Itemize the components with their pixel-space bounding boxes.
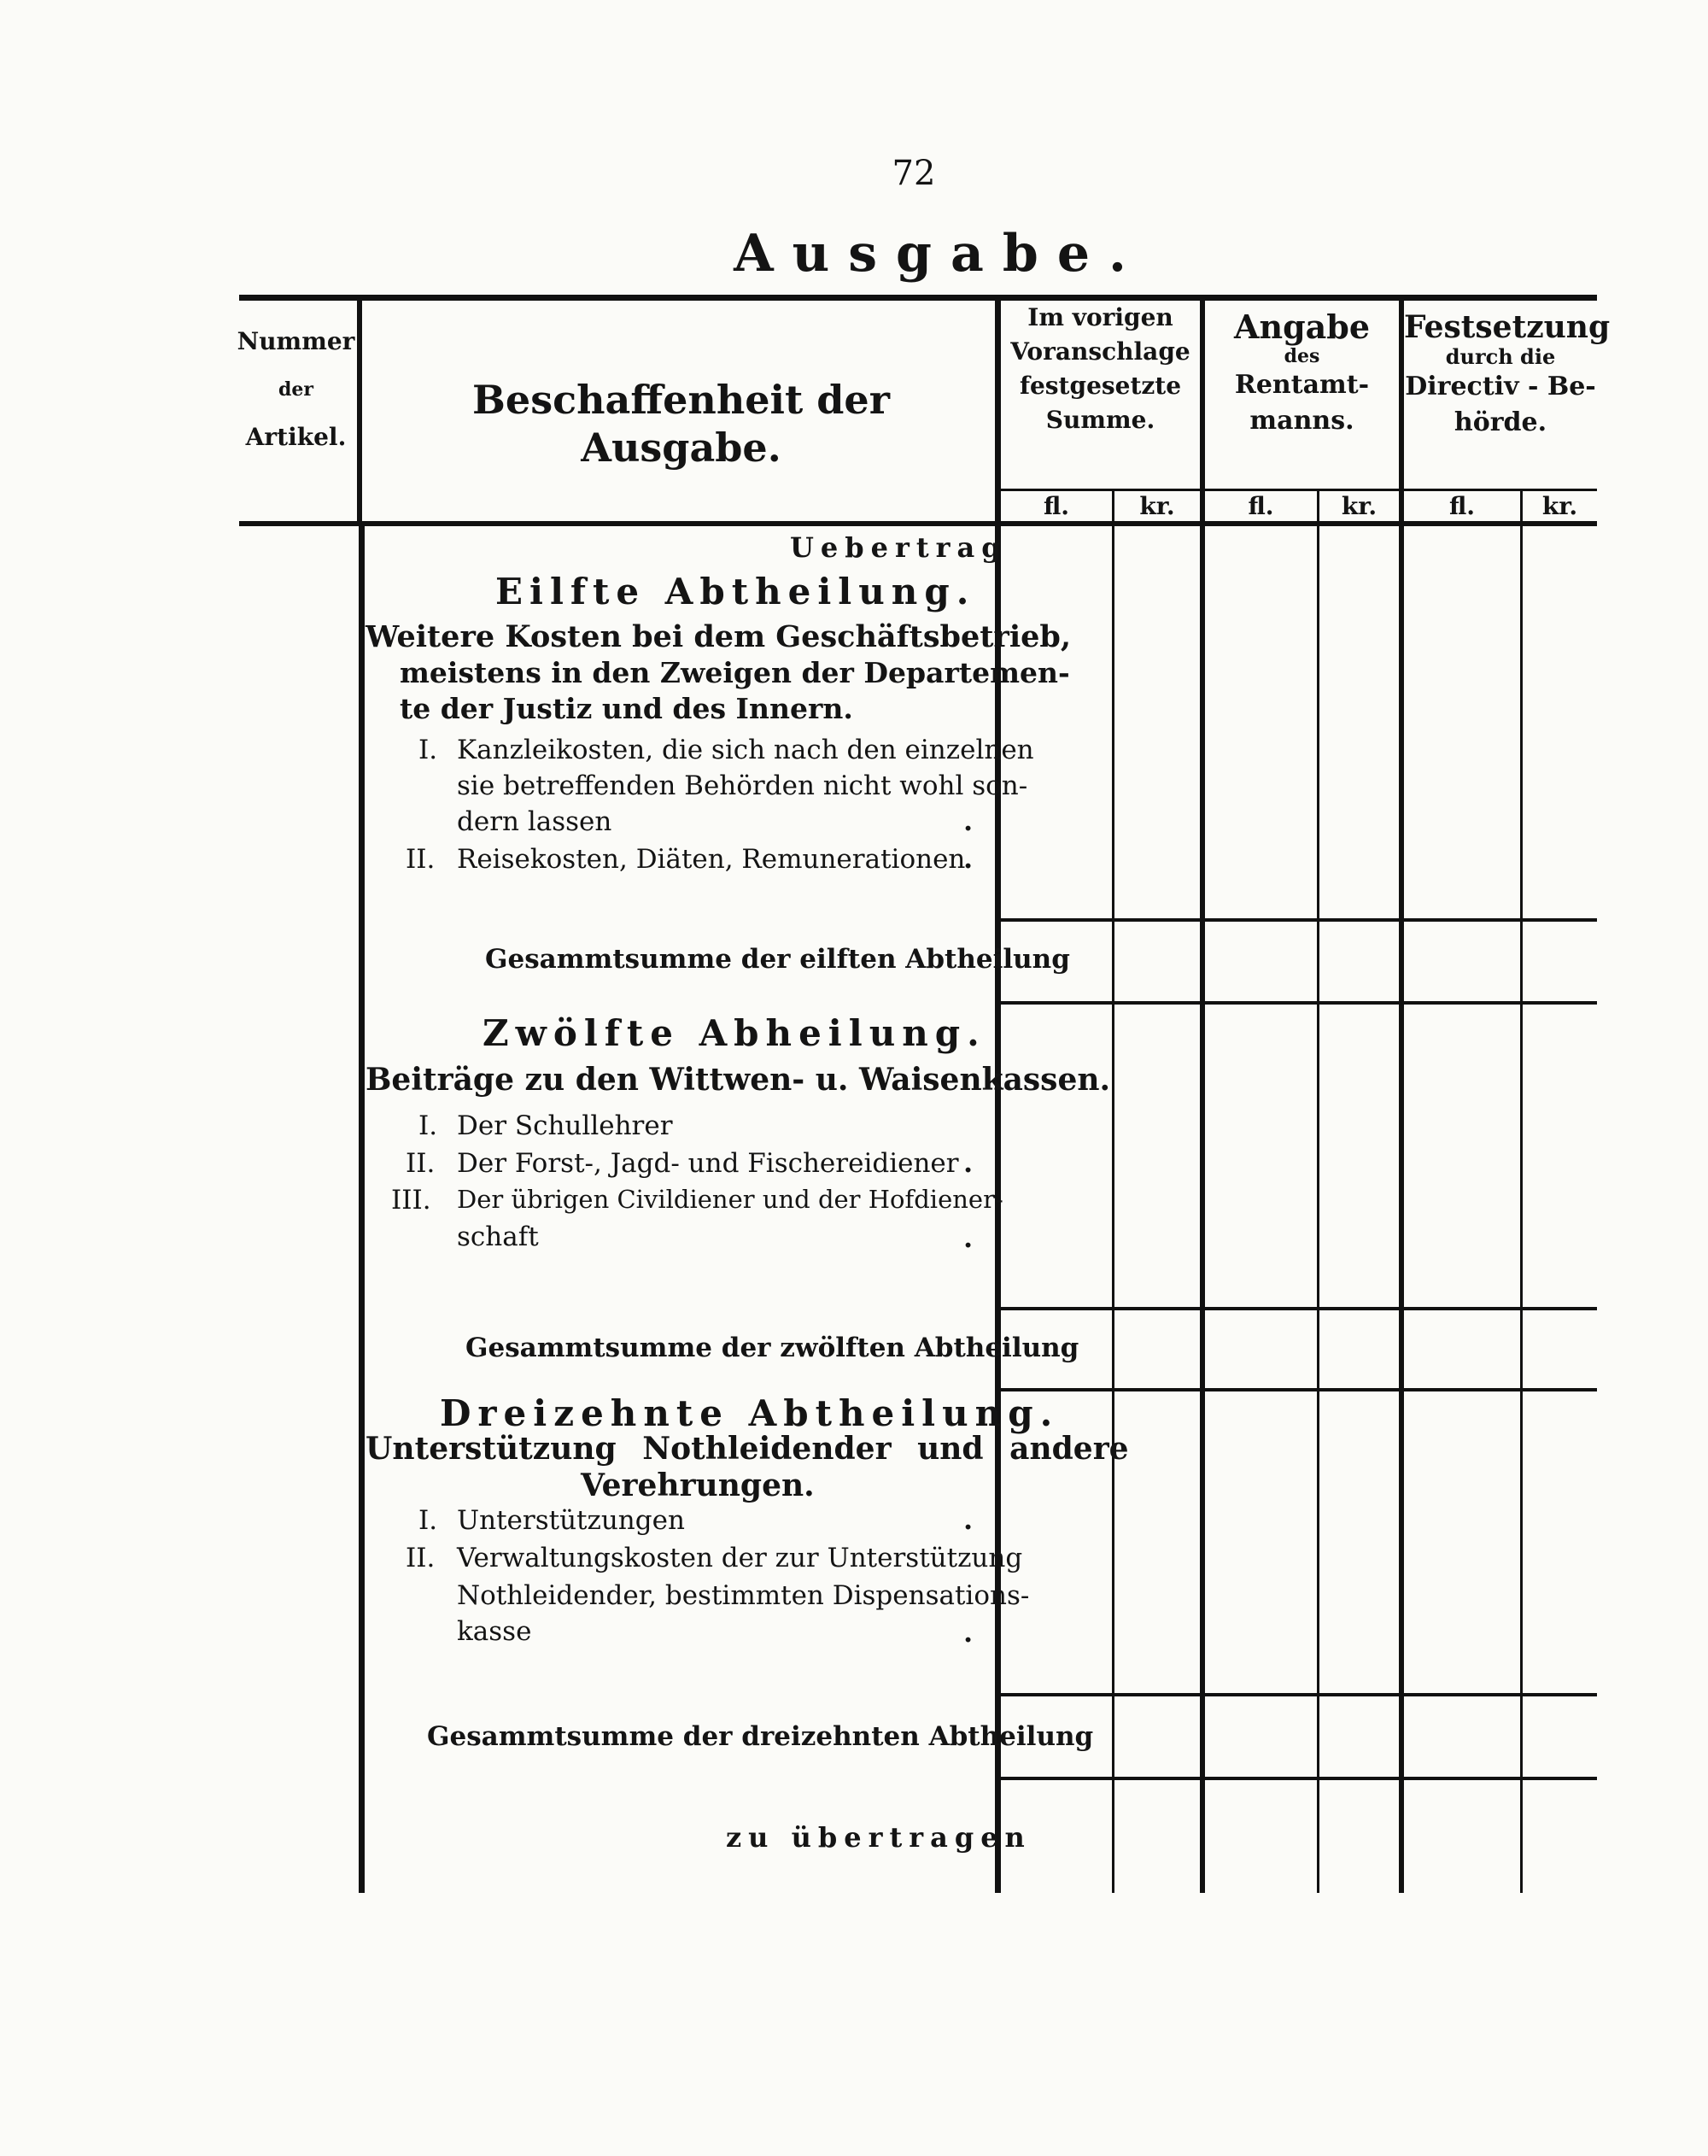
sec12-item1-num: I. <box>418 1110 438 1141</box>
leader-dot: . <box>963 1146 974 1179</box>
sum-line-13-top <box>999 1693 1597 1696</box>
sec13-item1: Unterstützungen <box>457 1505 685 1536</box>
sec12-subtitle: Beiträge zu den Wittwen- u. Waisenkassen. <box>366 1062 1111 1098</box>
header-rentamt-line1: Angabe <box>1233 308 1371 346</box>
page-number: 72 <box>892 154 936 193</box>
unit-kr-2: kr. <box>1341 492 1378 520</box>
sec13-item2-num: II. <box>406 1543 436 1573</box>
sec11-subtitle-1: Weitere Kosten bei dem Geschäftsbetrieb, <box>366 619 1072 654</box>
sec12-item1: Der Schullehrer <box>457 1110 673 1141</box>
divider-kr2 <box>1317 491 1319 1893</box>
header-rentamt-line4: manns. <box>1249 406 1354 436</box>
sec12-item3-line1: Der übrigen Civildiener und der Hofdiener- <box>457 1185 1003 1214</box>
sec12-total: Gesammtsumme der zwölften Abtheilung <box>465 1333 1079 1363</box>
sec13-item2-line3: kasse <box>457 1616 532 1647</box>
sec11-item1-line3: dern lassen <box>457 806 612 837</box>
leader-dot: . <box>963 1616 974 1649</box>
divider-description-col <box>359 526 365 1893</box>
sec11-heading: Eilfte Abtheilung. <box>495 571 976 612</box>
sum-line-12-top <box>999 1307 1597 1310</box>
sum-line-13-bottom <box>999 1777 1597 1780</box>
header-rentamt-line2: des <box>1284 345 1320 367</box>
sec13-subtitle-2: Verehrungen. <box>581 1468 815 1503</box>
sec11-item1-line2: sie betreffenden Behörden nicht wohl son- <box>457 770 1028 801</box>
divider-rentamt-col <box>1200 301 1205 1893</box>
unit-fl-2: fl. <box>1248 492 1274 520</box>
header-previous-col <box>1001 301 1200 437</box>
leader-dot: . <box>963 805 974 837</box>
units-rule <box>999 489 1597 491</box>
header-number-col <box>235 318 357 461</box>
uebertrag-label: Uebertrag <box>790 531 1008 564</box>
sec13-subtitle-1: Unterstützung Nothleidender und andere <box>366 1431 1129 1467</box>
header-previous-line4: Summe. <box>1045 406 1155 434</box>
header-description-col: Beschaffenheit der Ausgabe. <box>472 377 890 471</box>
header-number-line1: Nummer <box>237 327 355 355</box>
sec11-total: Gesammtsumme der eilften Abtheilung <box>485 944 1070 975</box>
sec13-heading: Dreizehnte Abtheilung. <box>440 1392 1060 1434</box>
divider-directiv-col <box>1399 301 1404 1893</box>
sec11-item1-num: I. <box>418 735 438 765</box>
sum-line-12-bottom <box>999 1388 1597 1391</box>
unit-fl-1: fl. <box>1043 492 1070 520</box>
leader-dot: . <box>963 842 974 875</box>
header-rentamt-line3: Rentamt- <box>1234 370 1370 400</box>
sec11-item2: Reisekosten, Diäten, Remunerationen <box>457 844 966 875</box>
unit-fl-3: fl. <box>1448 492 1476 520</box>
header-number-line3: Artikel. <box>245 423 347 451</box>
sec13-item1-num: I. <box>418 1505 438 1536</box>
sec13-total: Gesammtsumme der dreizehnten Abtheilung <box>427 1721 1094 1752</box>
sec13-item2-line1: Verwaltungskosten der zur Unterstützung <box>457 1543 1023 1573</box>
sec11-subtitle-2: meistens in den Zweigen der Departemen- <box>400 656 1070 689</box>
sec11-subtitle-3: te der Justiz und des Innern. <box>400 692 853 725</box>
header-directiv-line4: hörde. <box>1454 407 1547 437</box>
sec12-heading: Zwölfte Abheilung. <box>483 1012 986 1054</box>
sec11-item2-num: II. <box>406 844 436 875</box>
sum-line-11-bottom <box>999 1001 1597 1005</box>
header-directiv-line1: Festsetzung <box>1404 309 1611 345</box>
sum-line-11-top <box>999 918 1597 922</box>
header-previous-line3: festgesetzte <box>1019 372 1182 400</box>
divider-number-col <box>357 301 362 521</box>
sec12-item2-num: II. <box>406 1148 436 1179</box>
sec11-item1-line1: Kanzleikosten, die sich nach den einzelnen <box>457 735 1034 765</box>
header-previous-line1: Im vorigen <box>1027 303 1173 331</box>
sec13-item2-line2: Nothleidender, bestimmten Dispensations- <box>457 1580 1030 1611</box>
page-title: Ausgabe. <box>734 224 1145 284</box>
header-directiv-line3: Directiv - Be- <box>1405 372 1596 401</box>
header-previous-line2: Voranschlage <box>1010 337 1190 366</box>
header-number-line2: der <box>278 378 313 401</box>
header-bottom-rule <box>239 521 1597 526</box>
unit-kr-1: kr. <box>1139 492 1175 520</box>
table-top-rule <box>239 295 1597 301</box>
divider-kr1 <box>1112 491 1114 1893</box>
divider-kr3 <box>1520 491 1523 1893</box>
sec12-item3-num: III. <box>391 1185 431 1216</box>
leader-dot: . <box>963 1222 974 1254</box>
header-rentamt-col <box>1205 309 1399 439</box>
header-directiv-line2: durch die <box>1445 344 1556 369</box>
leader-dot: . <box>963 1503 974 1536</box>
header-directiv-col <box>1404 309 1611 441</box>
unit-kr-3: kr. <box>1541 492 1578 520</box>
zu-uebertragen-label: zu übertragen <box>726 1821 1032 1854</box>
sec12-item3-line2: schaft <box>457 1222 539 1252</box>
sec12-item2: Der Forst-, Jagd- und Fischereidiener <box>457 1148 959 1179</box>
